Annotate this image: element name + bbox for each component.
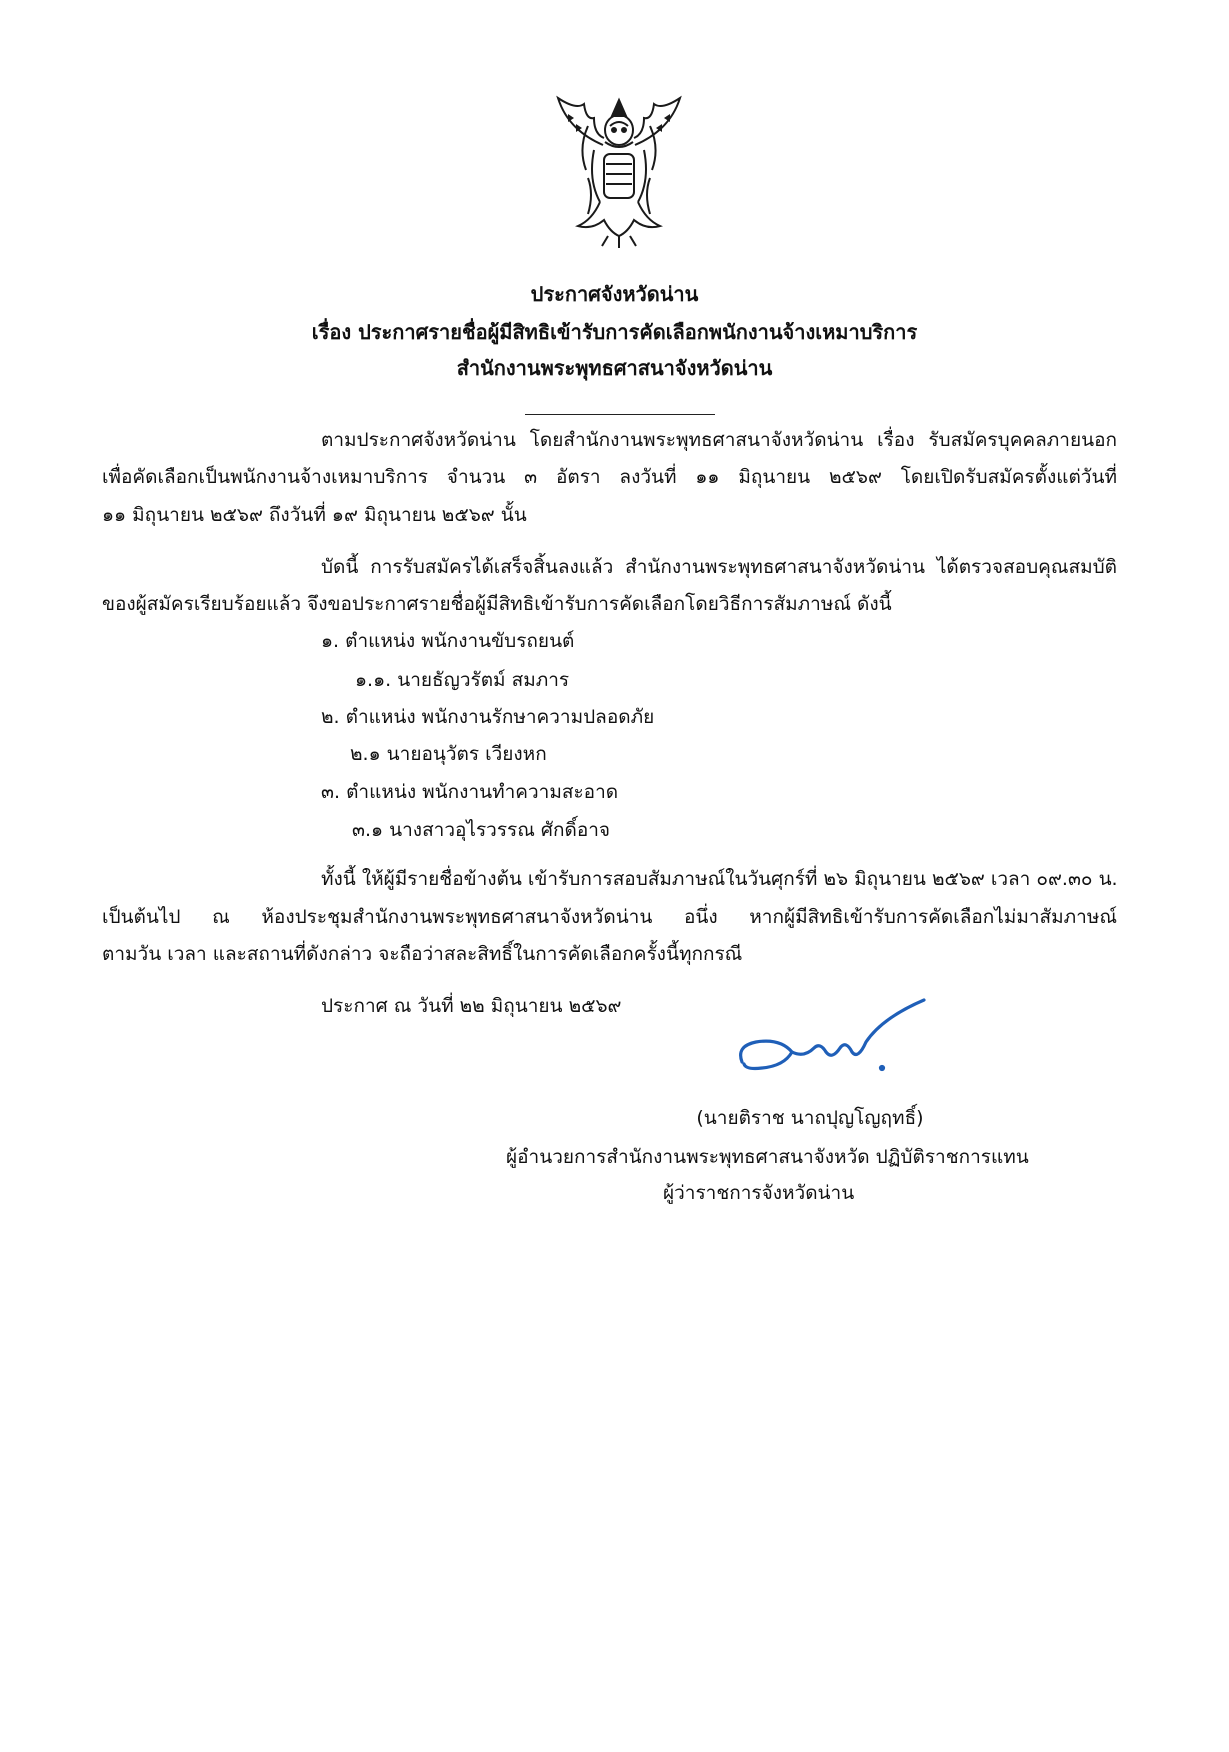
header-divider [525,414,715,415]
paragraph-2-line-1: บัดนี้ การรับสมัครได้เสร็จสิ้นลงแล้ว สำนักงานพระพุทธศาสนาจังหวัดน่าน ได้ตรวจสอบคุณสมบัติ [321,556,1117,578]
announcement-title: ประกาศจังหวัดน่าน [530,282,699,306]
paragraph-2-line-2: ของผู้สมัครเรียบร้อยแล้ว จึงขอประกาศรายชื่อผู้มีสิทธิเข้ารับการคัดเลือกโดยวิธีการสัมภาษณ์ ดังนี้ [102,593,892,615]
list-item-candidate: ๑.๑. นายธัญวรัตม์ สมภาร [355,669,570,691]
paragraph-1-line-3: ๑๑ มิถุนายน ๒๕๖๙ ถึงวันที่ ๑๙ มิถุนายน ๒๕๖๙ นั้น [102,504,527,526]
list-item-candidate: ๒.๑ นายอนุวัตร เวียงหก [350,743,547,765]
announcement-date: ประกาศ ณ วันที่ ๒๒ มิถุนายน ๒๕๖๙ [321,995,622,1017]
paragraph-3-line-2: เป็นต้นไป ณ ห้องประชุมสำนักงานพระพุทธศาสนาจังหวัดน่าน อนึ่ง หากผู้มีสิทธิเข้ารับการคัดเลือกไม่มาสัมภาษณ์ [102,906,1117,928]
announcement-subject: เรื่อง ประกาศรายชื่อผู้มีสิทธิเข้ารับการคัดเลือกพนักงานจ้างเหมาบริการ [311,320,918,344]
garuda-emblem [548,90,690,250]
list-item-position: ๑. ตำแหน่ง พนักงานขับรถยนต์ [321,630,575,652]
list-item-position: ๓. ตำแหน่ง พนักงานทำความสะอาด [321,781,619,803]
paragraph-1-line-2: เพื่อคัดเลือกเป็นพนักงานจ้างเหมาบริการ จำนวน ๓ อัตรา ลงวันที่ ๑๑ มิถุนายน ๒๕๖๙ โดยเปิดรับสมัครตั้งแต่วันที่ [102,466,1117,488]
paragraph-3-line-3: ตามวัน เวลา และสถานที่ดังกล่าว จะถือว่าสละสิทธิ์ในการคัดเลือกครั้งนี้ทุกกรณี [102,943,743,965]
handwritten-signature [722,998,942,1088]
paragraph-3-line-1: ทั้งนี้ ให้ผู้มีรายชื่อข้างต้น เข้ารับการสอบสัมภาษณ์ในวันศุกร์ที่ ๒๖ มิถุนายน ๒๕๖๙ เวลา ๐๙.๓๐ น. [321,868,1118,890]
signatory-position: ผู้อำนวยการสำนักงานพระพุทธศาสนาจังหวัด ปฏิบัติราชการแทน [506,1146,1029,1168]
list-item-position: ๒. ตำแหน่ง พนักงานรักษาความปลอดภัย [321,706,655,728]
signatory-position-governor: ผู้ว่าราชการจังหวัดน่าน [663,1182,855,1204]
signatory-name: (นายติราช นาถปุญโญฤทธิ์) [696,1107,924,1129]
paragraph-1-line-1: ตามประกาศจังหวัดน่าน โดยสำนักงานพระพุทธศาสนาจังหวัดน่าน เรื่อง รับสมัครบุคคลภายนอก [321,429,1117,451]
announcement-office: สำนักงานพระพุทธศาสนาจังหวัดน่าน [456,356,773,380]
list-item-candidate: ๓.๑ นางสาวอุไรวรรณ ศักดิ์อาจ [352,819,611,841]
